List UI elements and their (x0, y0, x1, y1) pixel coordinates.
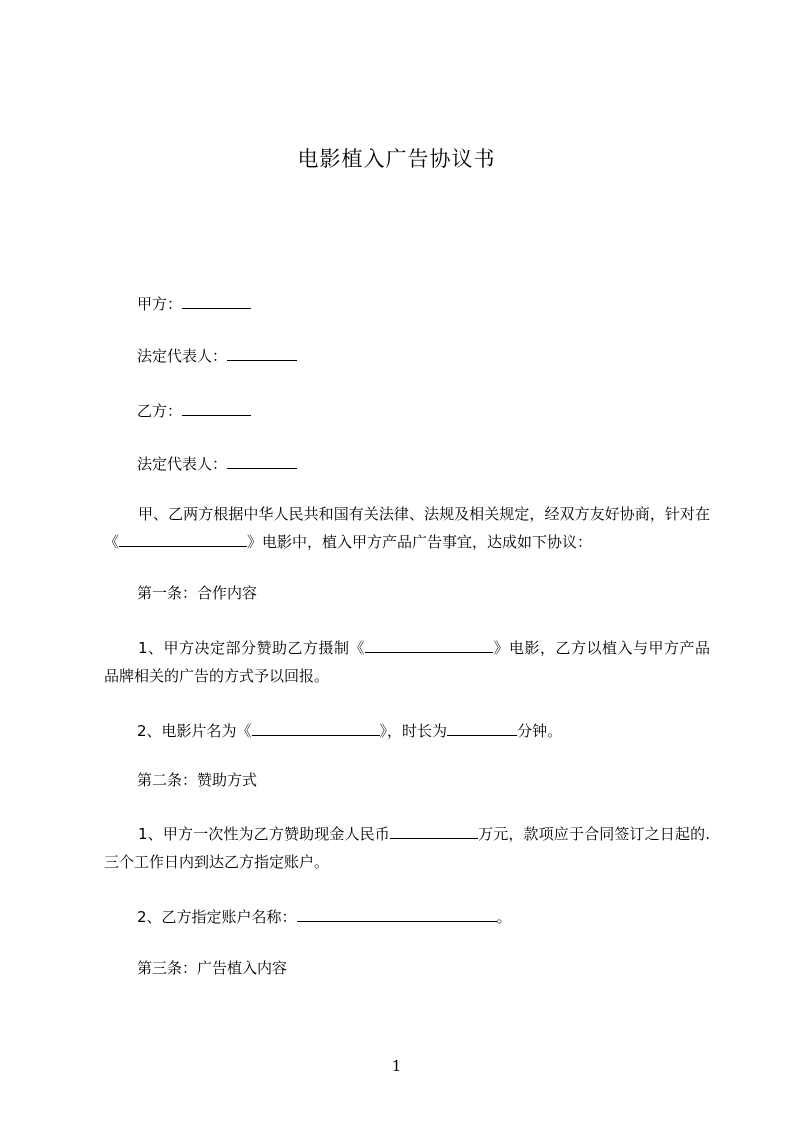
rep-a-blank (227, 346, 297, 361)
article-1-item-1 (104, 634, 710, 690)
document-title: 电影植入广告协议书 (297, 147, 496, 171)
rep-a-line (137, 346, 297, 364)
article-2-item-2 (137, 907, 512, 925)
party-b-blank (182, 401, 251, 416)
article-1-item-1-text-1: 1、甲方决定部分赞助乙方摄制《 (138, 639, 366, 657)
preamble-paragraph (104, 500, 710, 556)
preamble-text-1: 甲、乙两方根据中华人民共和国有关法律、法规及相关规定，经双方友好协商，针对在《 (104, 505, 710, 551)
account-name-blank (297, 907, 497, 922)
article-2-item-1-text-2: 万元，款项应于合同签订之日起的.三个工作日内到达乙方指定账户。 (104, 825, 710, 871)
film-name-blank (252, 721, 380, 736)
preamble-text-2: 》电影中，植入甲方产品广告事宜，达成如下协议： (247, 533, 593, 551)
rep-b-line (137, 454, 297, 472)
article-3-heading: 第三条：广告植入内容 (137, 959, 288, 977)
rep-b-blank (227, 454, 297, 469)
party-a-line (137, 294, 251, 312)
film-title-blank (119, 532, 247, 547)
article-1-item-2-text-2: 》，时长为 (379, 722, 448, 740)
rep-a-label: 法定代表人： (137, 347, 228, 365)
article-2-item-1-text-1: 1、甲方一次性为乙方赞助现金人民币 (138, 825, 390, 843)
article-1-item-2 (137, 721, 562, 739)
film-title-blank-2 (365, 638, 493, 653)
article-2-item-2-text-2: 。 (496, 908, 512, 926)
party-a-label: 甲方： (137, 295, 183, 313)
rep-b-label: 法定代表人： (137, 455, 228, 473)
amount-blank (390, 824, 478, 839)
page-number: 1 (391, 1057, 402, 1075)
article-1-item-2-text-3: 分钟。 (517, 722, 563, 740)
article-2-item-1 (104, 820, 710, 876)
article-1-heading: 第一条：合作内容 (137, 584, 258, 602)
duration-blank (447, 721, 517, 736)
article-2-item-2-text-1: 2、乙方指定账户名称： (137, 908, 297, 926)
party-b-label: 乙方： (137, 402, 183, 420)
article-1-item-2-text-1: 2、电影片名为《 (137, 722, 252, 740)
article-1-item-1-text-2: 》电影，乙方以植入与甲方产品品牌相关的广告的方式予以回报。 (104, 639, 710, 685)
article-2-heading: 第二条：赞助方式 (137, 771, 258, 789)
party-b-line (137, 401, 251, 419)
party-a-blank (182, 294, 251, 309)
